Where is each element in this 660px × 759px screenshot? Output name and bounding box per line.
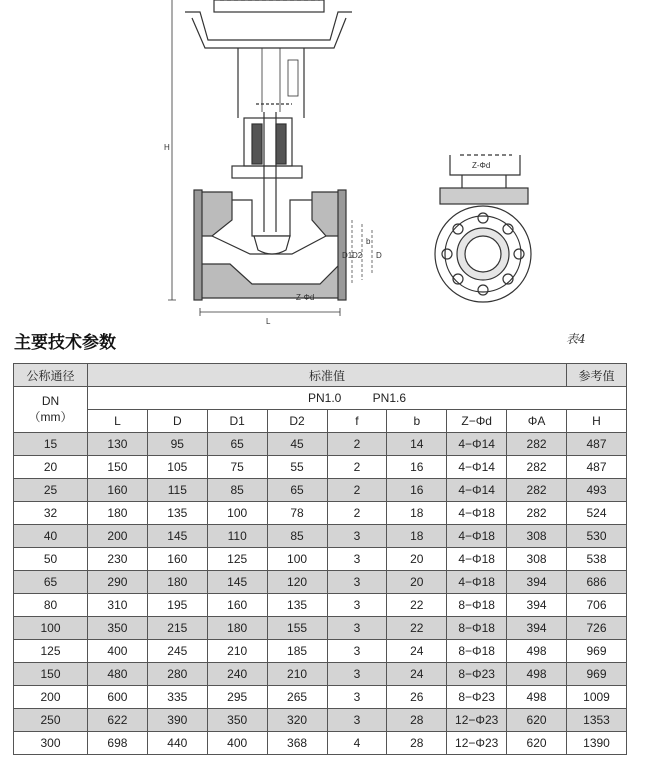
table-cell: 145 (207, 571, 267, 594)
table-cell: 100 (207, 502, 267, 525)
table-cell: 280 (147, 663, 207, 686)
parameter-table (13, 363, 627, 755)
table-cell: 4−Φ14 (447, 479, 507, 502)
table-cell: 8−Φ18 (447, 617, 507, 640)
table-cell: 110 (207, 525, 267, 548)
table-cell: 4−Φ18 (447, 571, 507, 594)
table-cell: 726 (567, 617, 627, 640)
label-b: b (366, 237, 371, 246)
table-cell: 135 (267, 594, 327, 617)
table-cell: 215 (147, 617, 207, 640)
column-header: f (327, 410, 387, 433)
table-cell: 8−Φ23 (447, 663, 507, 686)
header-nominal-diameter: 公称通径 (14, 364, 88, 387)
table-cell: 498 (507, 686, 567, 709)
table-cell: 3 (327, 617, 387, 640)
table-cell: 125 (207, 548, 267, 571)
table-cell: 308 (507, 525, 567, 548)
table-cell: 310 (88, 594, 148, 617)
header-dn (14, 387, 88, 433)
table-cell: 400 (88, 640, 148, 663)
table-row (14, 456, 627, 479)
table-cell: 320 (267, 709, 327, 732)
table-row (14, 686, 627, 709)
table-cell: 180 (88, 502, 148, 525)
table-cell: 282 (507, 433, 567, 456)
table-cell: 3 (327, 686, 387, 709)
table-cell: 160 (88, 479, 148, 502)
table-cell: 15 (14, 433, 88, 456)
column-header: b (387, 410, 447, 433)
header-mm-label: （mm） (28, 410, 73, 424)
table-cell: 240 (207, 663, 267, 686)
table-cell: 3 (327, 640, 387, 663)
table-row (14, 594, 627, 617)
table-cell: 55 (267, 456, 327, 479)
table-cell: 290 (88, 571, 148, 594)
table-cell: 210 (267, 663, 327, 686)
table-cell: 130 (88, 433, 148, 456)
table-cell: 4 (327, 732, 387, 755)
table-cell: 24 (387, 640, 447, 663)
table-cell: 498 (507, 640, 567, 663)
table-cell: 8−Φ18 (447, 594, 507, 617)
table-cell: 195 (147, 594, 207, 617)
table-cell: 1353 (567, 709, 627, 732)
table-cell: 4−Φ18 (447, 525, 507, 548)
table-cell: 390 (147, 709, 207, 732)
header-reference-value: 参考值 (567, 364, 627, 387)
column-header: H (567, 410, 627, 433)
table-cell: 487 (567, 456, 627, 479)
table-cell: 230 (88, 548, 148, 571)
table-cell: 65 (267, 479, 327, 502)
table-cell: 538 (567, 548, 627, 571)
table-row (14, 571, 627, 594)
table-cell: 440 (147, 732, 207, 755)
table-cell: 18 (387, 525, 447, 548)
label-h: H (164, 143, 170, 152)
table-cell: 524 (567, 502, 627, 525)
table-cell: 706 (567, 594, 627, 617)
table-cell: 487 (567, 433, 627, 456)
table-cell: 65 (14, 571, 88, 594)
column-header: Z−Φd (447, 410, 507, 433)
table-cell: 135 (147, 502, 207, 525)
table-cell: 40 (14, 525, 88, 548)
table-cell: 530 (567, 525, 627, 548)
table-cell: 400 (207, 732, 267, 755)
table-cell: 45 (267, 433, 327, 456)
table-cell: 350 (88, 617, 148, 640)
table-row (14, 640, 627, 663)
table-cell: 100 (14, 617, 88, 640)
table-cell: 394 (507, 617, 567, 640)
table-cell: 160 (147, 548, 207, 571)
table-cell: 85 (207, 479, 267, 502)
table-cell: 394 (507, 571, 567, 594)
table-cell: 180 (147, 571, 207, 594)
table-cell: 16 (387, 479, 447, 502)
table-cell: 22 (387, 617, 447, 640)
table-cell: 25 (14, 479, 88, 502)
table-cell: 16 (387, 456, 447, 479)
label-z-d: Z-Φd (296, 293, 315, 302)
table-cell: 969 (567, 663, 627, 686)
table-cell: 368 (267, 732, 327, 755)
table-cell: 20 (14, 456, 88, 479)
table-cell: 600 (88, 686, 148, 709)
table-cell: 20 (387, 548, 447, 571)
table-cell: 18 (387, 502, 447, 525)
table-row (14, 617, 627, 640)
table-cell: 8−Φ23 (447, 686, 507, 709)
table-cell: 26 (387, 686, 447, 709)
table-cell: 350 (207, 709, 267, 732)
table-cell: 4−Φ14 (447, 456, 507, 479)
table-cell: 686 (567, 571, 627, 594)
table-cell: 295 (207, 686, 267, 709)
header-dn-label: DN (41, 394, 60, 408)
column-header-row (14, 410, 627, 433)
table-cell: 4−Φ14 (447, 433, 507, 456)
column-header: D1 (207, 410, 267, 433)
table-cell: 480 (88, 663, 148, 686)
table-row (14, 525, 627, 548)
table-cell: 2 (327, 456, 387, 479)
table-cell: 300 (14, 732, 88, 755)
table-cell: 282 (507, 502, 567, 525)
table-cell: 125 (14, 640, 88, 663)
table-cell: 75 (207, 456, 267, 479)
table-cell: 115 (147, 479, 207, 502)
table-cell: 65 (207, 433, 267, 456)
table-cell: 145 (147, 525, 207, 548)
table-cell: 150 (14, 663, 88, 686)
table-cell: 245 (147, 640, 207, 663)
table-cell: 160 (207, 594, 267, 617)
table-cell: 8−Φ18 (447, 640, 507, 663)
table-row (14, 732, 627, 755)
table-cell: 265 (267, 686, 327, 709)
table-cell: 698 (88, 732, 148, 755)
table-cell: 12−Φ23 (447, 732, 507, 755)
table-cell: 308 (507, 548, 567, 571)
table-cell: 85 (267, 525, 327, 548)
table-cell: 4−Φ18 (447, 548, 507, 571)
table-row (14, 709, 627, 732)
table-cell: 12−Φ23 (447, 709, 507, 732)
table-cell: 150 (88, 456, 148, 479)
table-cell: 200 (14, 686, 88, 709)
table-cell: 32 (14, 502, 88, 525)
section-heading: 主要技术参数 (14, 333, 116, 353)
table-cell: 250 (14, 709, 88, 732)
table-cell: 3 (327, 548, 387, 571)
label-front-z-d: Z-Φd (472, 161, 491, 170)
label-d2: D2 (352, 251, 363, 260)
table-cell: 100 (267, 548, 327, 571)
column-header: ΦA (507, 410, 567, 433)
table-cell: 4−Φ18 (447, 502, 507, 525)
table-cell: 1390 (567, 732, 627, 755)
column-header: D2 (267, 410, 327, 433)
valve-drawing (0, 0, 660, 330)
table-cell: 3 (327, 571, 387, 594)
table-number: 表4 (566, 332, 586, 346)
table-row (14, 502, 627, 525)
table-cell: 3 (327, 709, 387, 732)
table-cell: 3 (327, 663, 387, 686)
table-row (14, 663, 627, 686)
label-d: D (376, 251, 382, 260)
table-cell: 50 (14, 548, 88, 571)
table-cell: 335 (147, 686, 207, 709)
table-cell: 620 (507, 732, 567, 755)
table-cell: 969 (567, 640, 627, 663)
table-row (14, 479, 627, 502)
table-cell: 22 (387, 594, 447, 617)
table-cell: 120 (267, 571, 327, 594)
header-standard-values: 标准值 (88, 364, 567, 387)
table-row (14, 548, 627, 571)
table-cell: 282 (507, 479, 567, 502)
table-cell: 78 (267, 502, 327, 525)
table-cell: 20 (387, 571, 447, 594)
table-cell: 2 (327, 433, 387, 456)
column-header: D (147, 410, 207, 433)
table-cell: 620 (507, 709, 567, 732)
table-cell: 95 (147, 433, 207, 456)
pn-1-6: PN1.6 (372, 391, 407, 405)
table-cell: 105 (147, 456, 207, 479)
table-cell: 155 (267, 617, 327, 640)
table-cell: 1009 (567, 686, 627, 709)
table-row (14, 433, 627, 456)
table-cell: 498 (507, 663, 567, 686)
table-cell: 80 (14, 594, 88, 617)
label-l: L (266, 317, 271, 326)
table-cell: 282 (507, 456, 567, 479)
label-d1: D1 (342, 251, 353, 260)
table-cell: 210 (207, 640, 267, 663)
table-cell: 622 (88, 709, 148, 732)
column-header: L (88, 410, 148, 433)
table-cell: 24 (387, 663, 447, 686)
table-cell: 185 (267, 640, 327, 663)
table-cell: 394 (507, 594, 567, 617)
table-cell: 14 (387, 433, 447, 456)
table-cell: 28 (387, 732, 447, 755)
table-cell: 28 (387, 709, 447, 732)
pn-1-0: PN1.0 (307, 391, 342, 405)
table-cell: 3 (327, 525, 387, 548)
table-cell: 493 (567, 479, 627, 502)
table-cell: 180 (207, 617, 267, 640)
table-cell: 2 (327, 502, 387, 525)
table-cell: 200 (88, 525, 148, 548)
table-cell: 2 (327, 479, 387, 502)
table-cell: 3 (327, 594, 387, 617)
header-pressure-ratings (88, 387, 627, 410)
